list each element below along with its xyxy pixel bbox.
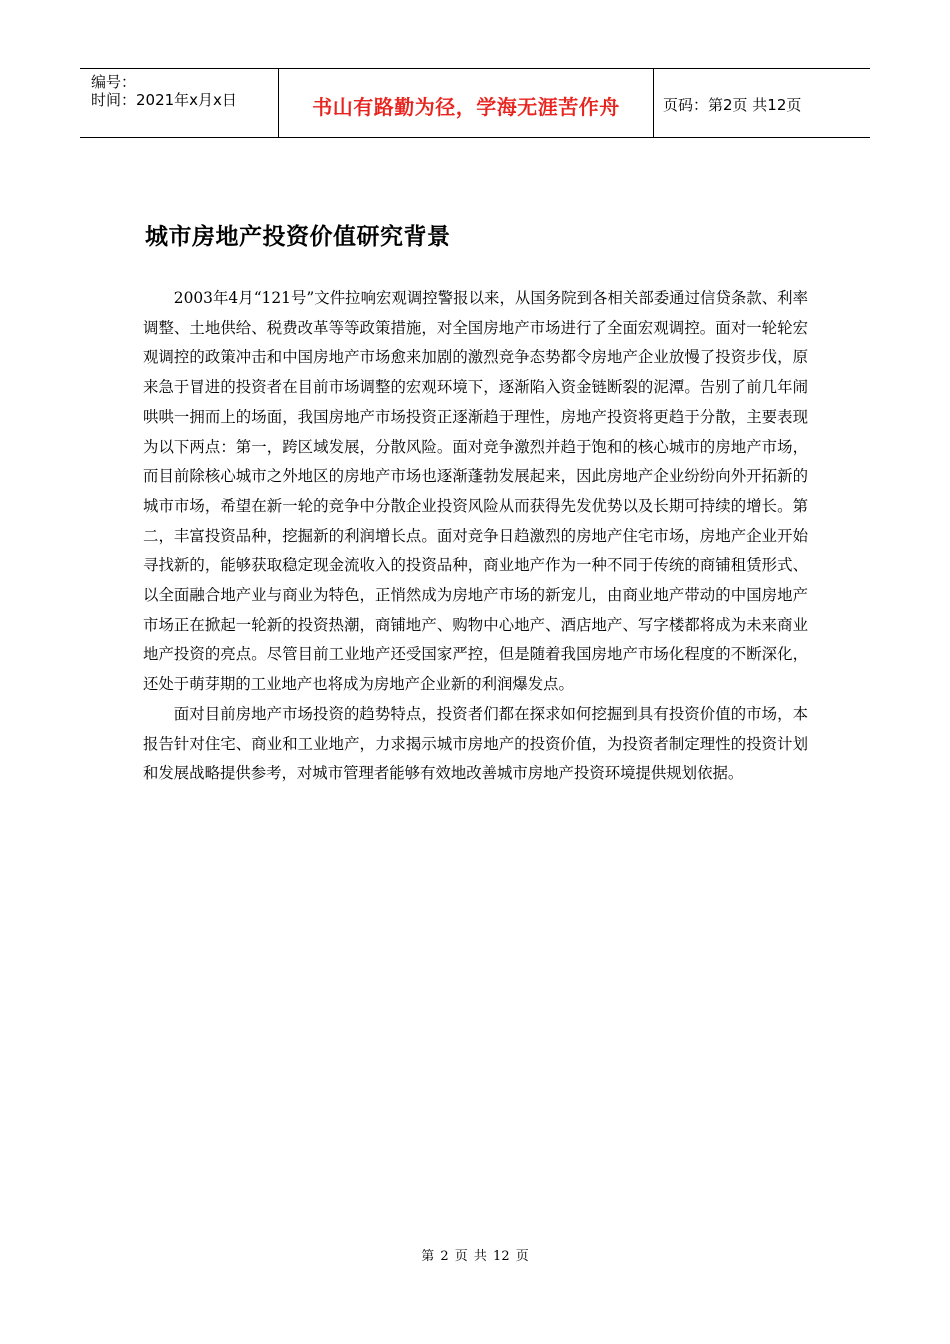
page-header — [80, 68, 870, 138]
header-motto: 书山有路勤为径，学海无涯苦作舟 — [279, 69, 654, 137]
document-number-label: 编号： — [91, 73, 137, 91]
header-meta — [80, 69, 279, 137]
document-body — [143, 284, 808, 789]
page-footer: 第 2 页 共 12 页 — [421, 1249, 529, 1264]
paragraph-1: 2003年4月“121号”文件拉响宏观调控警报以来，从国务院到各相关部委通过信贷条款、利率调整、土地供给、税费改革等等政策措施，对全国房地产市场进行了全面宏观调控。面对一轮轮宏观调控的政策冲击和中国房地产市场愈来加剧的激烈竞争态势都令房地产企业放慢了投资步伐，原来急于冒进的投资者在目前市场调整的宏观环境下，逐渐陷入资金链断裂的泥潭。告别了前几年闹哄哄一拥而上的场面，我国房地产市场投资正逐渐趋于理性，房地产投资将更趋于分散，主要表现为以下两点：第一，跨区域发展，分散风险。面对竞争激烈并趋于饱和的核心城市的房地产市场，而目前除核心城市之外地区的房地产市场也逐渐蓬勃发展起来，因此房地产企业纷纷向外开拓新的城市市场，希望在新一轮的竞争中分散企业投资风险从而获得先发优势以及长期可持续的增长。第二，丰富投资品种，挖掘新的利润增长点。面对竞争日趋激烈的房地产住宅市场，房地产企业开始寻找新的，能够获取稳定现金流收入的投资品种，商业地产作为一种不同于传统的商铺租赁形式、以全面融合地产业与商业为特色，正悄然成为房地产市场的新宠儿，由商业地产带动的中国房地产市场正在掀起一轮新的投资热潮，商铺地产、购物中心地产、酒店地产、写字楼都将成为未来商业地产投资的亮点。尽管目前工业地产还受国家严控，但是随着我国房地产市场化程度的不断深化，还处于萌芽期的工业地产也将成为房地产企业新的利润爆发点。 — [143, 289, 808, 694]
header-page-info: 页码：第2页 共12页 — [663, 95, 802, 114]
paragraph-2: 面对目前房地产市场投资的趋势特点，投资者们都在探求如何挖掘到具有投资价值的市场，本报告针对住宅、商业和工业地产，力求揭示城市房地产的投资价值，为投资者制定理性的投资计划和发展战略提供参考，对城市管理者能够有效地改善城市房地产投资环境提供规划依据。 — [143, 704, 808, 783]
document-date: 时间：2021年x月x日 — [91, 91, 237, 109]
document-title: 城市房地产投资价值研究背景 — [145, 224, 451, 250]
